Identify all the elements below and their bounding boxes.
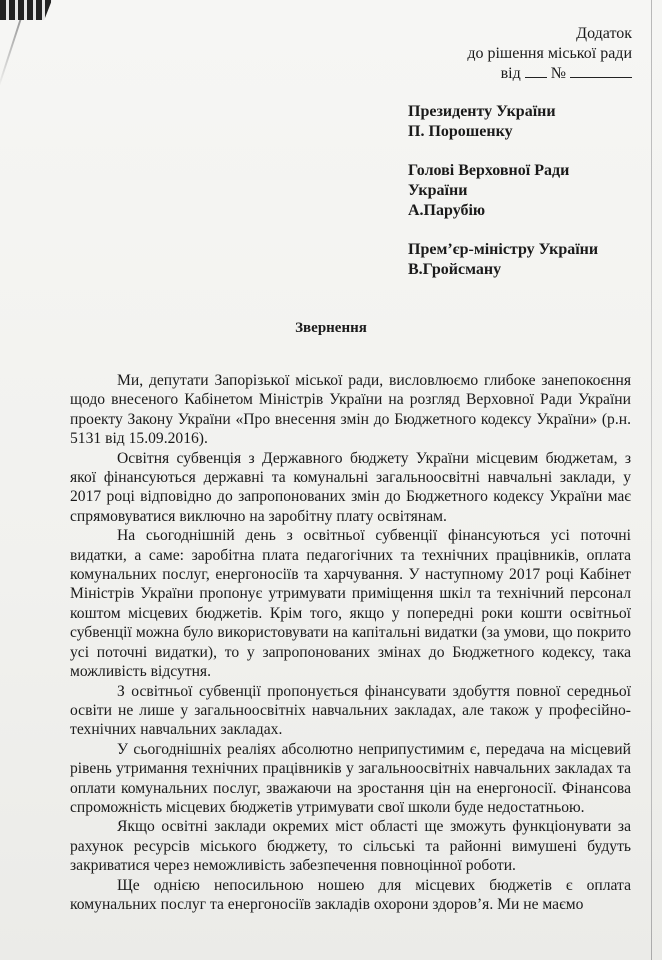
annex-header (467, 24, 632, 84)
document-body (70, 371, 631, 914)
addressee-rada-head (408, 161, 598, 221)
number-blank (570, 77, 632, 78)
paragraph: Ми, депутати Запорізької міської ради, висловлюємо глибоке занепокоєння щодо внесеного Кабінетом Міністрів України на розгляд Верховної Ради України проекту Закону України «Про внесення змін до Бюджетного кодексу України» (р.н. 5131 від 15.09.2016). (70, 372, 631, 448)
addressee-president (408, 102, 598, 142)
scan-edge-line (0, 20, 21, 90)
paragraph: У сьогоднішніх реаліях абсолютно неприпустимим є, передача на місцевий рівень утримання технічних працівників у загальноосвітніх навчальних закладах та оплати комунальних послуг, зважаючи на зростання цін на енергоносії. Фінансова спроможність місцевих бюджетів утримувати свої школи буде недостатньою. (70, 740, 631, 816)
addressee-title: Голові Верховної Ради (408, 162, 570, 179)
paragraph: Якщо освітні заклади окремих міст області ще зможуть функціонувати за рахунок ресурсів міського бюджету, то сільські та районні вимушені будуть закриватися через неможливість забезпечення повноцінної роботи. (70, 818, 631, 875)
document-title: Звернення (295, 320, 367, 336)
addressee-name: П. Порошенку (408, 123, 513, 140)
addressee-title-cont: України (408, 182, 468, 199)
annex-label: Додаток (576, 25, 632, 42)
annex-decision-label: до рішення міської ради (467, 45, 632, 62)
number-label: № (550, 65, 566, 82)
paragraph: На сьогоднішній день з освітньої субвенції фінансуються усі поточні видатки, а саме: заробітна плата педагогічних та технічних працівників, оплата комунальних послуг, енергоносіїв та харчування. У наступному 2017 році Кабінет Міністрів України пропонує утримувати приміщення шкіл та технічний персонал коштом місцевих бюджетів. Крім того, якщо у попередні роки кошти освітньої субвенції можна було використовувати на капітальні видатки (за умови, що покрито усі поточні видатки), то у запропонованих змінах до Бюджетного кодексу, така можливість відсутня. (70, 527, 631, 681)
addressee-title: Президенту України (408, 103, 556, 120)
date-blank (525, 77, 547, 78)
paragraph: З освітньої субвенції пропонується фінансувати здобуття повної середньої освіти не лише у загальноосвітніх навчальних закладах, але також у професійно-технічних навчальних закладах. (70, 682, 631, 739)
addressees-block (408, 102, 598, 299)
scan-corner-artifact (0, 0, 52, 20)
paragraph: Освітня субвенція з Державного бюджету України місцевим бюджетам, з якої фінансуються державні та комунальні загальноосвітні навчальні заклади, у 2017 році відповідно до запропонованих змін до Бюджетного кодексу України має спрямовуватися виключно на заробітну плату освітянам. (70, 449, 631, 525)
addressee-name: А.Парубію (408, 202, 486, 219)
scan-right-edge (651, 0, 652, 960)
addressee-prime-minister (408, 240, 598, 280)
paragraph: Ще однією непосильною ношею для місцевих бюджетів є оплата комунальних послуг та енергоносіїв закладів охорони здоров’я. Ми не маємо (70, 876, 631, 913)
addressee-title: Прем’єр-міністру України (408, 241, 599, 258)
addressee-name: В.Гройсману (408, 261, 502, 278)
annex-date-number (467, 64, 632, 84)
date-label: від (500, 65, 521, 82)
